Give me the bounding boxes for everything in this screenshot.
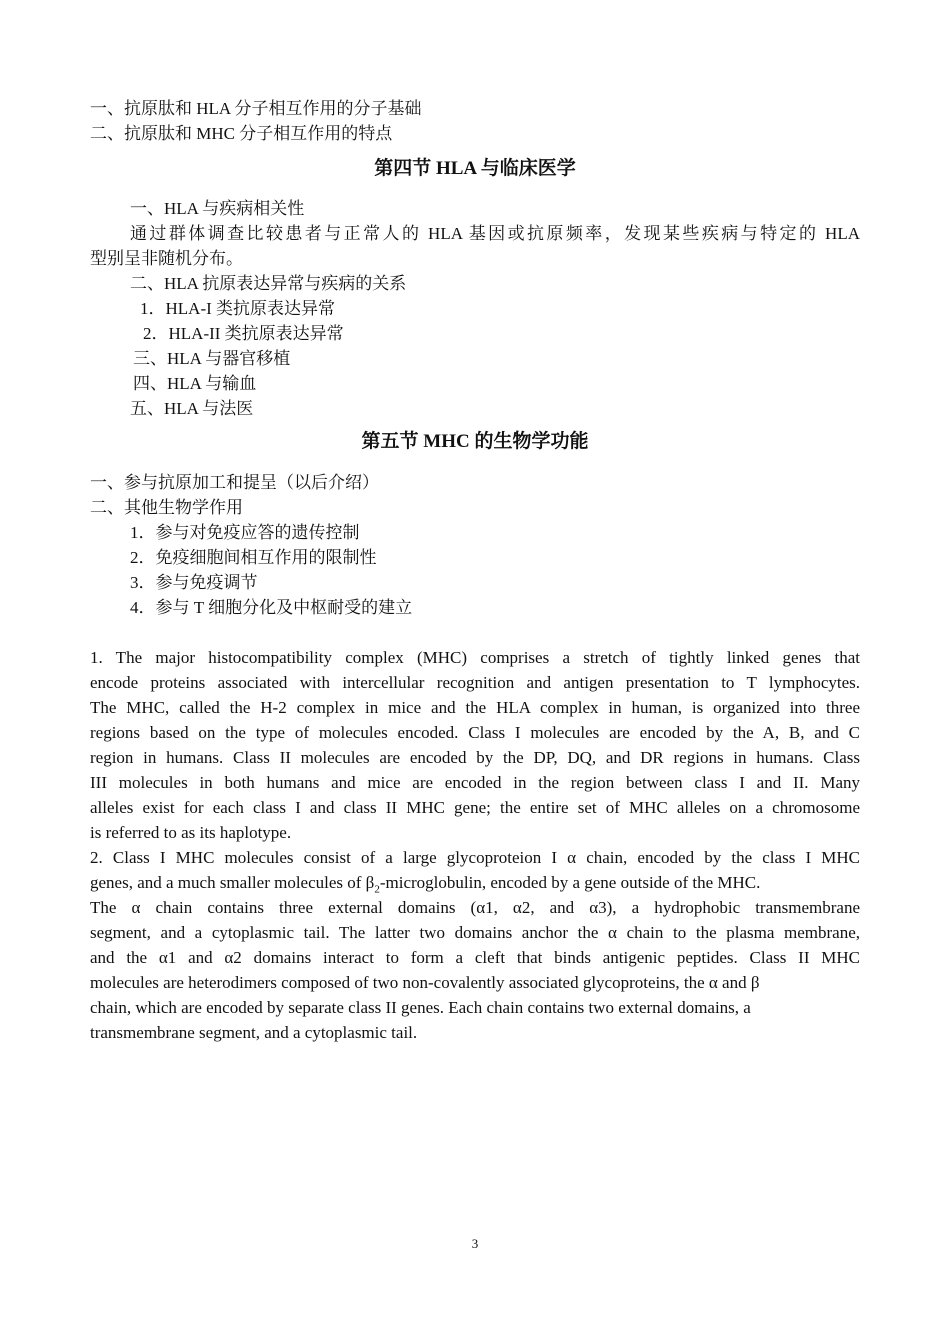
- section-5-sub-4: 4．参与 T 细胞分化及中枢耐受的建立: [130, 598, 413, 617]
- paragraph-line: chain, which are encoded by separate class II genes. Each chain contains two external domains, a: [90, 998, 751, 1017]
- paragraph-line: alleles exist for each class I and class II MHC gene; the entire set of MHC alleles on a chromosome: [90, 798, 860, 817]
- paragraph-line: 1. The major histocompatibility complex (MHC) comprises a stretch of tightly linked genes that: [90, 648, 860, 667]
- section-5-sub-1: 1．参与对免疫应答的遗传控制: [130, 523, 360, 542]
- text-run: genes, and a much smaller molecules of β: [90, 873, 375, 892]
- paragraph-line: encode proteins associated with intercellular recognition and antigen presentation to T lymphocytes.: [90, 673, 860, 692]
- paragraph-line: and the α1 and α2 domains interact to form a cleft that binds antigenic peptides. Class II MHC: [90, 948, 860, 967]
- paragraph-line: [90, 870, 860, 895]
- paragraph-line: segment, and a cytoplasmic tail. The latter two domains anchor the α chain to the plasma membrane,: [90, 923, 860, 942]
- text-run: -microglobulin, encoded by a gene outside of the MHC.: [379, 873, 761, 892]
- paragraph-line: 通过群体调查比较患者与正常人的 HLA 基因或抗原频率，发现某些疾病与特定的 HLA: [130, 224, 860, 243]
- section-5-item-1: 一、参与抗原加工和提呈（以后介绍）: [90, 473, 379, 492]
- section-5-heading: 第五节 MHC 的生物学功能: [361, 431, 589, 452]
- outline-item-1: 一、抗原肽和 HLA 分子相互作用的分子基础: [90, 99, 422, 118]
- section-4-sub-2: 2．HLA-II 类抗原表达异常: [143, 324, 344, 343]
- paragraph-line: III molecules in both humans and mice are encoded in the region between class I and II. Many: [90, 773, 860, 792]
- paragraph-line: regions based on the type of molecules encoded. Class I molecules are encoded by the A, B, and C: [90, 723, 860, 742]
- section-4-item-4: 四、HLA 与输血: [133, 374, 257, 393]
- paragraph-line: region in humans. Class II molecules are encoded by the DP, DQ, and DR regions in humans. Class: [90, 748, 860, 767]
- subscript: 2: [374, 883, 380, 896]
- section-4-item-3: 三、HLA 与器官移植: [133, 349, 291, 368]
- paragraph-line: The MHC, called the H-2 complex in mice and the HLA complex in human, is organized into three: [90, 698, 860, 717]
- section-4-item-1: 一、HLA 与疾病相关性: [130, 199, 305, 218]
- section-4-paragraph: [90, 221, 860, 271]
- section-5-item-2: 二、其他生物学作用: [90, 498, 243, 517]
- paragraph-line: 2. Class I MHC molecules consist of a large glycoproteion I α chain, encoded by the class I MHC: [90, 848, 860, 867]
- paragraph-line: molecules are heterodimers composed of two non-covalently associated glycoproteins, the α and β: [90, 973, 760, 992]
- section-5-sub-3: 3．参与免疫调节: [130, 573, 258, 592]
- english-paragraph-1: [90, 645, 860, 845]
- section-4-sub-1: 1．HLA-I 类抗原表达异常: [140, 299, 336, 318]
- section-4-item-2: 二、HLA 抗原表达异常与疾病的关系: [130, 274, 407, 293]
- section-5-sub-2: 2．免疫细胞间相互作用的限制性: [130, 548, 377, 567]
- outline-item-2: 二、抗原肽和 MHC 分子相互作用的特点: [90, 124, 393, 143]
- paragraph-line: The α chain contains three external domains (α1, α2, and α3), a hydrophobic transmembrane: [90, 898, 860, 917]
- paragraph-line: is referred to as its haplotype.: [90, 823, 292, 842]
- page-number: 3: [471, 1236, 479, 1251]
- section-4-heading: 第四节 HLA 与临床医学: [374, 158, 576, 179]
- section-4-item-5: 五、HLA 与法医: [130, 399, 254, 418]
- paragraph-line: 型别呈非随机分布。: [90, 249, 243, 268]
- paragraph-line: transmembrane segment, and a cytoplasmic tail.: [90, 1023, 418, 1042]
- english-paragraph-2: [90, 845, 860, 1045]
